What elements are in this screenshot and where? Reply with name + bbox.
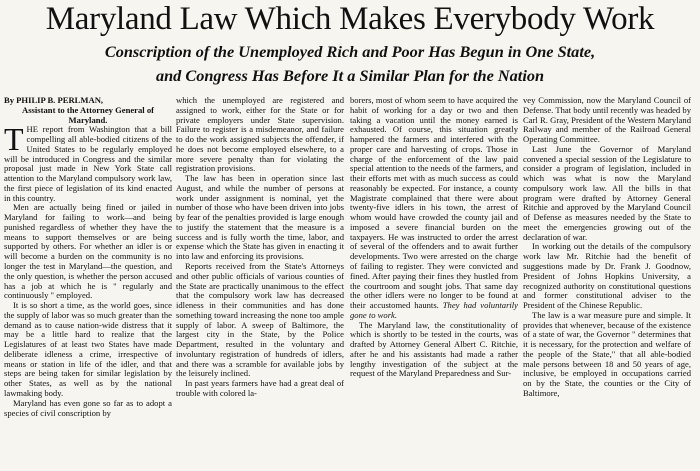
paragraph: The law has been in operation since last August, and while the number of persons at work under assignment is nominal, yet the number of those who have been driven into jobs by fear of the penalties provided is large enough to justify the statement that the measure is a success and is fully worth the time, labor, and expense which the State has given in enacting it into law and enforcing its provisions. (176, 173, 344, 262)
paragraph: In past years farmers have had a great deal of trouble with colored la- (176, 378, 344, 398)
column-3 (350, 96, 518, 379)
column-4 (523, 96, 691, 399)
drop-cap: T (4, 121, 24, 158)
paragraph: In working out the details of the compulsory work law Mr. Ritchie had the benefit of suggestions made by Dr. Frank J. Goodnow, President of Johns Hopkins University, a recognized authority on constitutional questions and former constitutional adviser to the President of the Chinese Republic. (523, 241, 691, 311)
paragraph: vey Commission, now the Maryland Council of Defense. That body until recently was headed by Carl R. Gray, President of the Western Maryland Railway and member of the Railroad General Operating Committee. (523, 95, 691, 145)
paragraph-text: borers, most of whom seem to have acquired the habit of working for a day or two and then taking a vacation until the money earned is exhausted. Of course, this situation greatly hampered the farmers and interfered with the proper care and harvesting of crops. Those in charge of the enforcement of the law paid special attention to the needs of the farmers, and their efforts met with as much success as could reasonably be expected. For instance, a county Magistrate complained that there were about twenty-five idlers in his town, the arrest of whom would have crowded the county jail and imposed a severe financial burden on the taxpayers. He was instructed to order the arrest of several of the offenders and to await further developments. Two were arrested on the charge of failing to register. They were convicted and fined. After paying their fines they hustled from the courtroom and sought jobs. That same day the other idlers were no longer to be found at their accustomed haunts. (350, 95, 518, 311)
paragraph: The law is a war measure pure and simple. It provides that whenever, because of the existence of a state of war, the Governor " determines that it is necessary, for the protection and welfare of the people of the State," that all able-bodied male persons between 18 and 50 years of age, inclusive, be employed in occupations carried on by the State, the counties or the City of Baltimore, (523, 309, 691, 398)
column-1 (4, 96, 172, 418)
deck-line-2: and Congress Has Before It a Similar Plan for the Nation (155, 66, 545, 85)
column-2 (176, 96, 344, 399)
deck-line-1: Conscription of the Unemployed Rich and Poor Has Begun in One State, (104, 42, 596, 61)
paragraph: The Maryland law, the constitutionality of which is shortly to be tested in the courts, was drafted by Attorney General Albert C. Ritchie, after he and his assistants had made a rather lengthy investigation of the subject at the request of the Maryland Preparedness and Sur- (350, 319, 518, 379)
lead-paragraph (4, 121, 172, 203)
paragraph-text: HE report from Washington that a bill compelling all able-bodied citizens of the United States to be regularly employed will be introduced in Congress and the similar proposal just made in New York State call attention to the Maryland compulsory work law, the first piece of legislation of its kind enacted in this country. (4, 124, 172, 203)
paragraph: which the unemployed are registered and assigned to work, either for the State or for private employers under State supervision. Failure to register is a misdemeanor, and failure to do the work assigned subjects the offender, if he does not become employed elsewhere, to a more severe penalty than for violating the registration provisions. (176, 95, 344, 174)
headline: Maryland Law Which Makes Everybody Work (45, 1, 655, 37)
paragraph: Reports received from the State's Attorneys and other public officials of various counties of the State are practically unanimous to the effect that the compulsory work law has decreased idleness in their communities and has done something toward increasing the none too ample supply of labor. A sweep of Baltimore, the largest city in the State, by the Police Department, resulted in the voluntary and involuntary registration of hundreds of idlers, and there was a scramble for available jobs by the leisurely inclined. (176, 261, 344, 379)
italic-sentence: They had voluntarily gone to work. (350, 300, 518, 320)
paragraph (350, 96, 518, 321)
paragraph: Last June the Governor of Maryland convened a special session of the Legislature to consider a program of legislation, included in which was what is now the Maryland compulsory work law. All the bills in that program were drafted by Attorney General Ritchie and approved by the Maryland Council of Defense as measures needed by the State to meet the emergencies growing out of the declaration of war. (523, 143, 691, 242)
byline-title: Assistant to the Attorney General of Maryland. (22, 104, 154, 125)
byline-name: By PHILIP B. PERLMAN, (4, 95, 104, 105)
paragraph: Men are actually being fined or jailed in Maryland for failing to work—and being punished regardless of whether they have the means to support themselves or are being supported by others. For whether an idler is or will become a burden on the community is no longer the test in Maryland—the question, and the only question, is whether the person accused has a job at which he is " regularly and continuously " employed. (4, 202, 172, 301)
paragraph: It is so short a time, as the world goes, since the supply of labor was so much greater than the demand as to cause nation-wide distress that it may be a little hard to realize that the Legislatures of at least two States have made deliberate idleness a crime, irrespective of means or station in life of the idler, and that steps are being taken for similar legislation by other States, as well as by the national lawmaking body. (4, 300, 172, 398)
paragraph: Maryland has even gone so far as to adopt a species of civil conscription by (4, 397, 172, 418)
